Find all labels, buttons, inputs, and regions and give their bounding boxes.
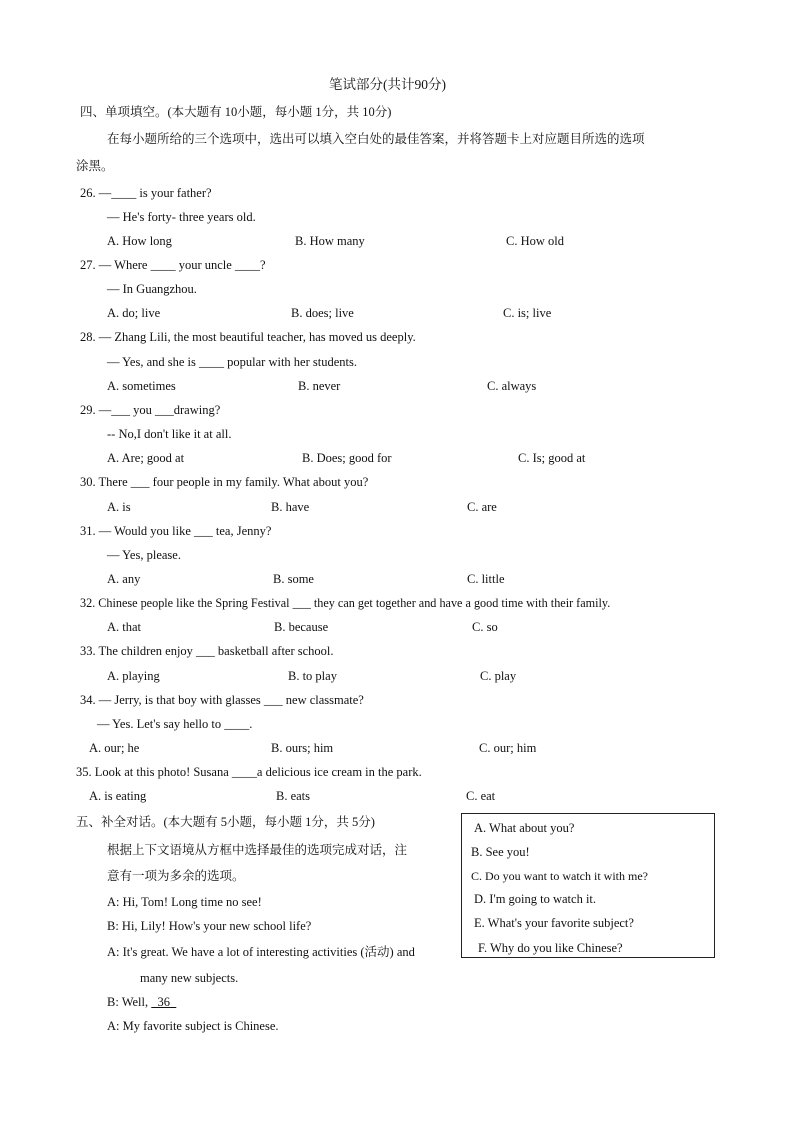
question-32-option-b: B. because	[274, 620, 329, 634]
box-option-a: A. What about you?	[474, 821, 575, 835]
box-option-d: D. I'm going to watch it.	[474, 892, 597, 906]
question-31-option-c: C. little	[467, 572, 505, 586]
dialogue-options-box	[461, 813, 715, 958]
dialogue-line-3: A: It's great. We have a lot of interesting activities (活动) and	[107, 945, 415, 959]
question-27-option-b: B. does; live	[291, 306, 354, 320]
question-28-option-c: C. always	[487, 379, 537, 393]
question-35-stem: 35. Look at this photo! Susana ____a delicious ice cream in the park.	[76, 765, 422, 779]
question-33-option-a: A. playing	[107, 669, 160, 683]
question-29-reply: -- No,I don't like it at all.	[107, 427, 232, 441]
section4-instruction: 在每小题所给的三个选项中，选出可以填入空白处的最佳答案，并将答题卡上对应题目所选的选项	[107, 132, 645, 146]
question-34-stem: 34. — Jerry, is that boy with glasses ___ new classmate?	[80, 693, 364, 707]
question-34-option-c: C. our; him	[479, 741, 537, 755]
dialogue-line-4	[107, 994, 176, 1010]
dialogue-line-3-cont: many new subjects.	[140, 971, 239, 985]
box-option-b: B. See you!	[471, 845, 530, 859]
question-30-option-c: C. are	[467, 500, 497, 514]
question-33-stem: 33. The children enjoy ___ basketball after school.	[80, 644, 334, 658]
question-27-stem: 27. — Where ____ your uncle ____?	[80, 258, 266, 272]
box-option-c: C. Do you want to watch it with me?	[471, 869, 648, 883]
page-header: 笔试部分(共计90分)	[329, 77, 446, 92]
question-35-option-a: A. is eating	[89, 789, 147, 803]
section4-heading: 四、单项填空。(本大题有 10小题，每小题 1分，共 10分)	[80, 105, 392, 119]
question-30-option-a: A. is	[107, 500, 131, 514]
question-34-option-a: A. our; he	[89, 741, 140, 755]
dialogue-line-1: A: Hi, Tom! Long time no see!	[107, 895, 262, 909]
blank-36[interactable]	[151, 995, 176, 1009]
question-26-option-b: B. How many	[295, 234, 365, 248]
section4-instruction-cont: 涂黑。	[76, 159, 114, 173]
question-32-stem: 32. Chinese people like the Spring Festival ___ they can get together and have a good time with their family.	[80, 596, 611, 610]
section5-heading: 五、补全对话。(本大题有 5小题，每小题 1分，共 5分)	[76, 815, 375, 829]
question-31-option-a: A. any	[107, 572, 141, 586]
question-26-option-a: A. How long	[107, 234, 172, 248]
question-30-stem: 30. There ___ four people in my family. What about you?	[80, 475, 369, 489]
question-29-option-b: B. Does; good for	[302, 451, 392, 465]
question-26-stem: 26. —____ is your father?	[80, 186, 212, 200]
question-27-option-c: C. is; live	[503, 306, 552, 320]
dialogue-line-5: A: My favorite subject is Chinese.	[107, 1019, 279, 1033]
dialogue-line-2: B: Hi, Lily! How's your new school life?	[107, 919, 312, 933]
section5-instruction: 根据上下文语境从方框中选择最佳的选项完成对话，注	[107, 843, 408, 857]
box-option-e: E. What's your favorite subject?	[474, 916, 634, 930]
question-34-reply: — Yes. Let's say hello to ____.	[97, 717, 253, 731]
question-31-stem: 31. — Would you like ___ tea, Jenny?	[80, 524, 272, 538]
question-26-reply: — He's forty- three years old.	[107, 210, 256, 224]
question-29-stem: 29. —___ you ___drawing?	[80, 403, 221, 417]
question-33-option-b: B. to play	[288, 669, 337, 683]
question-26-option-c: C. How old	[506, 234, 564, 248]
question-28-reply: — Yes, and she is ____ popular with her students.	[107, 355, 357, 369]
blank-36-number: 36	[157, 995, 171, 1009]
question-31-reply: — Yes, please.	[107, 548, 181, 562]
question-28-option-a: A. sometimes	[107, 379, 176, 393]
dialogue-line-4-text: B: Well,	[107, 995, 149, 1009]
question-28-stem: 28. — Zhang Lili, the most beautiful teacher, has moved us deeply.	[80, 330, 416, 344]
question-33-option-c: C. play	[480, 669, 517, 683]
question-29-option-a: A. Are; good at	[107, 451, 185, 465]
question-29-option-c: C. Is; good at	[518, 451, 586, 465]
question-32-option-c: C. so	[472, 620, 498, 634]
question-27-reply: — In Guangzhou.	[107, 282, 197, 296]
question-32-option-a: A. that	[107, 620, 142, 634]
box-option-f: F. Why do you like Chinese?	[478, 941, 623, 955]
question-27-option-a: A. do; live	[107, 306, 161, 320]
section5-instruction-cont: 意有一项为多余的选项。	[107, 869, 245, 883]
question-35-option-b: B. eats	[276, 789, 311, 803]
question-35-option-c: C. eat	[466, 789, 496, 803]
question-30-option-b: B. have	[271, 500, 310, 514]
question-28-option-b: B. never	[298, 379, 341, 393]
question-31-option-b: B. some	[273, 572, 314, 586]
question-34-option-b: B. ours; him	[271, 741, 334, 755]
